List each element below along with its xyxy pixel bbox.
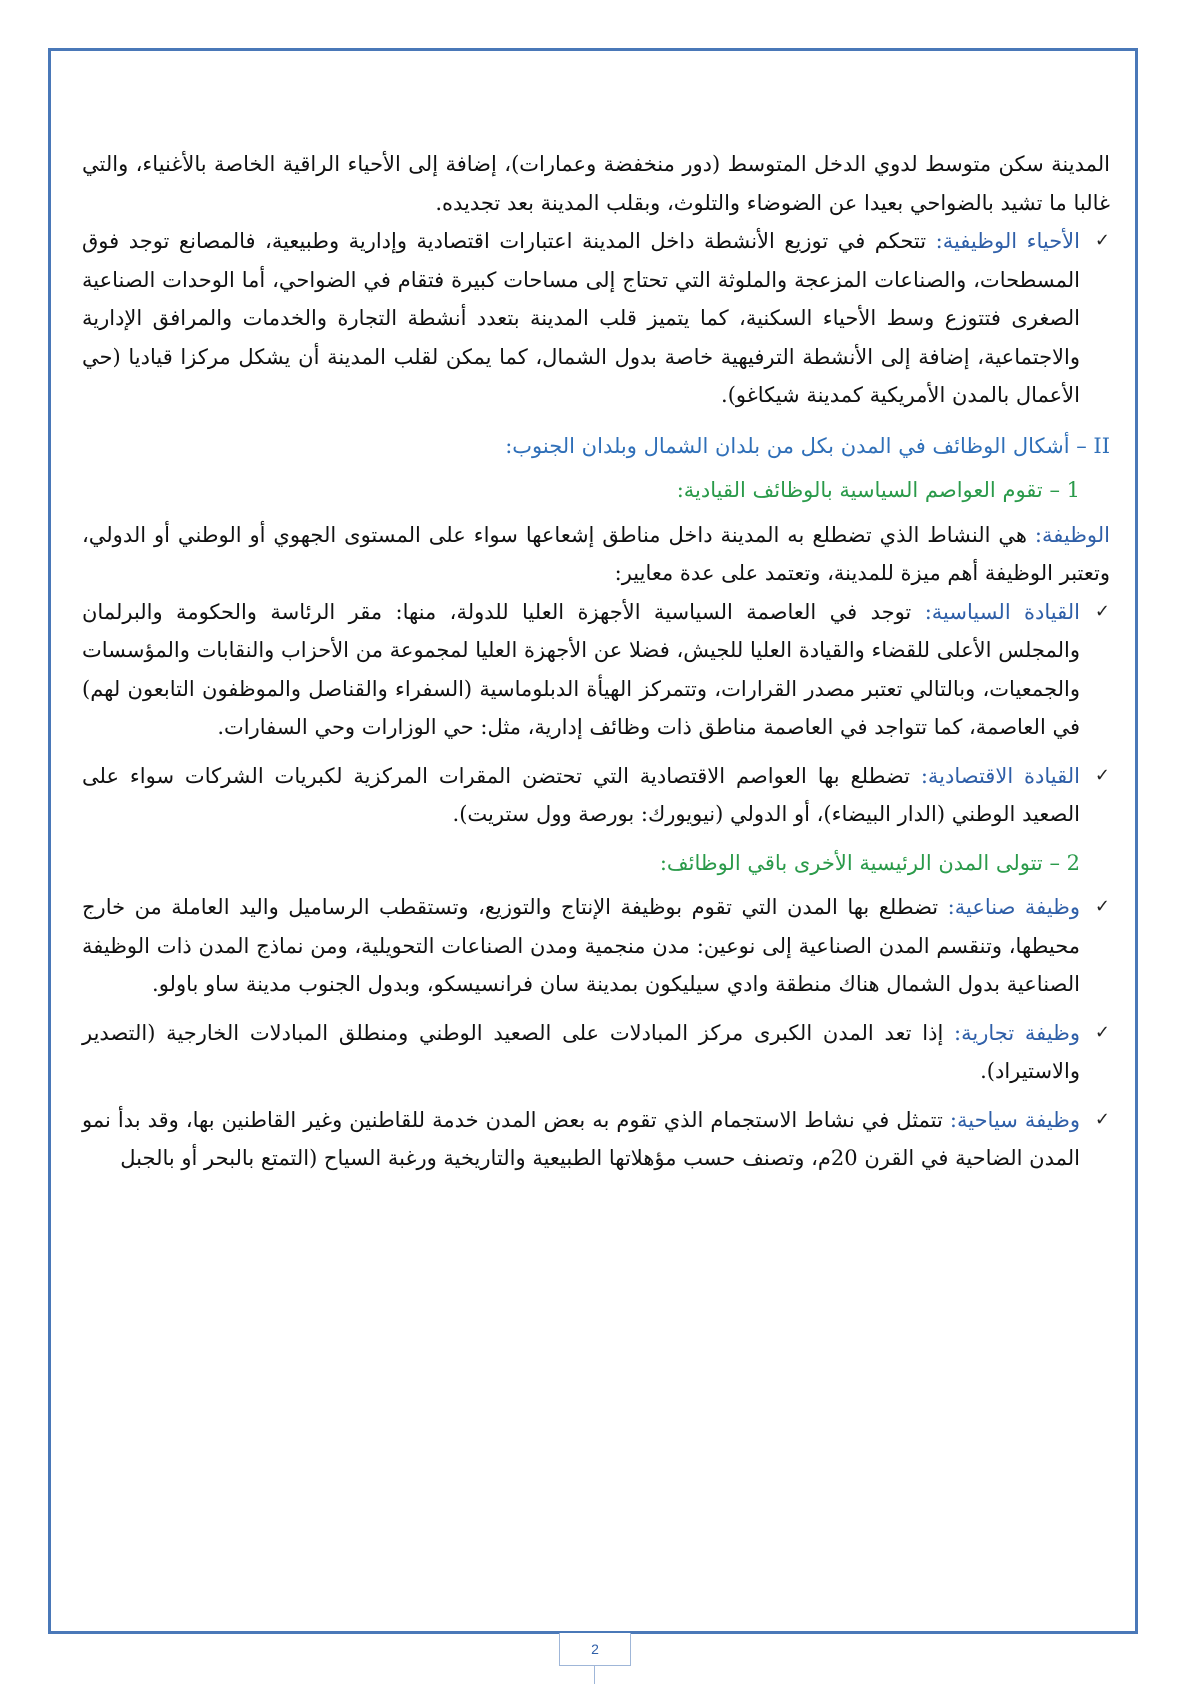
- definition-text: هي النشاط الذي تضطلع به المدينة داخل مناطق إشعاعها سواء على المستوى الجهوي أو الوطني أو الدولي، وتعتبر الوظيفة أهم ميزة للمدينة، وتعتمد على عدة معايير:: [82, 522, 1110, 585]
- definition-paragraph: [82, 516, 1110, 593]
- political-text: توجد في العاصمة السياسية الأجهزة العليا للدولة، منها: مقر الرئاسة والحكومة والبرلمان والمجلس الأعلى للقضاء والقيادة العليا للجيش، فضلا عن الأجهزة العليا لمجموعة من الأحزاب والنقابات والمؤسسات والجمعيات، وبالتالي تعتبر مصدر القرارات، وتتمركز الهيأة الدبلوماسية (السفراء والقناصل والموظفون التابعون لهم) في العاصمة، كما تتواجد في العاصمة مناطق ذات وظائف إدارية، مثل: حي الوزارات وحي السفارات.: [82, 599, 1080, 739]
- checkmark-icon: ✓: [1094, 896, 1110, 917]
- list-item-political: [82, 593, 1110, 747]
- economic-text: تضطلع بها العواصم الاقتصادية التي تحتضن المقرات المركزية لكبريات الشركات سواء على الصعيد الوطني (الدار البيضاء)، أو الدولي (نيويورك: بورصة وول ستريت).: [82, 763, 1080, 826]
- industrial-text: تضطلع بها المدن التي تقوم بوظيفة الإنتاج والتوزيع، وتستقطب الرساميل واليد العاملة من خارج محيطها، وتنقسم المدن الصناعية إلى نوعين: مدن منجمية ومدن الصناعات التحويلية، ومن نماذج المدن ذات الوظيفة الصناعية بدول الشمال هناك منطقة وادي سيليكون بمدينة سان فرانسيسكو، وبدول الجنوب مدينة ساو باولو.: [82, 895, 1080, 996]
- term-function: الوظيفة:: [1034, 522, 1110, 547]
- term-economic: القيادة الاقتصادية:: [920, 763, 1080, 788]
- checkmark-icon: ✓: [1094, 1021, 1110, 1043]
- subheading-other-cities: 2 – تتولى المدن الرئيسية الأخرى باقي الوظائف:: [659, 850, 1080, 875]
- checkmark-icon: ✓: [1094, 600, 1110, 622]
- subheading-capitals: 1 – تقوم العواصم السياسية بالوظائف القيادية:: [676, 478, 1080, 502]
- commercial-text: إذا تعد المدن الكبرى مركز المبادلات على الصعيد الوطني ومنطلق المبادلات الخارجية (التصدير والاستيراد).: [82, 1020, 1080, 1083]
- list-item-commercial: [82, 1014, 1110, 1091]
- term-industrial: وظيفة صناعية:: [947, 895, 1080, 919]
- list-item-functional-districts: [82, 222, 1110, 415]
- page-number-connector: [594, 1666, 595, 1684]
- term-functional-districts: الأحياء الوظيفية:: [935, 229, 1080, 253]
- term-tourism: وظيفة سياحية:: [949, 1107, 1080, 1132]
- section-heading: II – أشكال الوظائف في المدن بكل من بلدان الشمال وبلدان الجنوب:: [505, 433, 1110, 458]
- list-item-industrial: [82, 888, 1110, 1004]
- checkmark-icon: ✓: [1094, 764, 1110, 786]
- checkmark-icon: ✓: [1094, 1108, 1110, 1130]
- tourism-text: تتمثل في نشاط الاستجمام الذي تقوم به بعض المدن خدمة للقاطنين وغير القاطنين بها، وقد بدأ نمو المدن الضاحية في القرن 20م، وتصنف حسب مؤهلاتها الطبيعية والتاريخية ورغبة السياح (التمتع بالبحر أو بالجبل: [82, 1107, 1080, 1170]
- page-number: 2: [559, 1633, 631, 1666]
- intro-paragraph: المدينة سكن متوسط لدوي الدخل المتوسط (دور منخفضة وعمارات)، إضافة إلى الأحياء الراقية الخاصة بالأغنياء، والتي غالبا ما تشيد بالضواحي بعيدا عن الضوضاء والتلوث، وبقلب المدينة بعد تجديده.: [82, 152, 1111, 215]
- list-item-tourism: [82, 1101, 1110, 1178]
- term-commercial: وظيفة تجارية:: [954, 1020, 1080, 1045]
- list-item-economic: [82, 757, 1110, 834]
- checkmark-icon: ✓: [1094, 230, 1110, 251]
- document-body: [82, 145, 1110, 1188]
- term-political: القيادة السياسية:: [924, 599, 1081, 624]
- functional-districts-text: تتحكم في توزيع الأنشطة داخل المدينة اعتبارات اقتصادية وإدارية وطبيعية، فالمصانع توجد فوق المسطحات، والصناعات المزعجة والملوثة التي تحتاج إلى مساحات كبيرة فتقام في الضواحي، أما الوحدات الصناعية الصغرى فتتوزع وسط الأحياء السكنية، كما يتميز قلب المدينة بتعدد أنشطة التجارة والخدمات والمرافق الإدارية والاجتماعية، إضافة إلى الأنشطة الترفيهية خاصة بدول الشمال، كما يمكن لقلب المدينة أن يشكل مركزا قياديا (حي الأعمال بالمدن الأمريكية كمدينة شيكاغو).: [82, 229, 1080, 407]
